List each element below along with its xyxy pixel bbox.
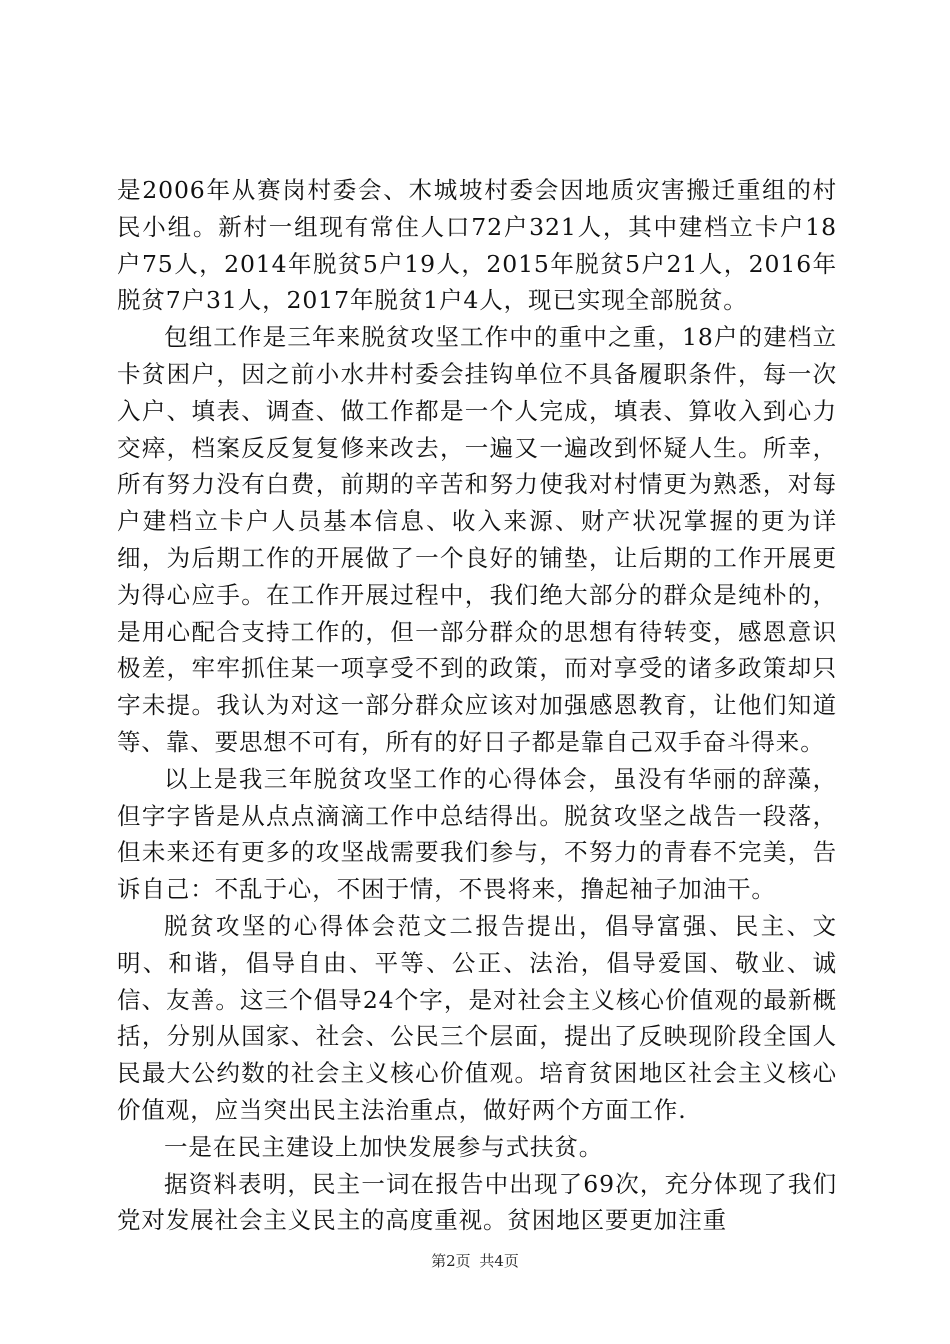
- paragraph-3: 以上是我三年脱贫攻坚工作的心得体会，虽没有华丽的辞藻，但字字皆是从点点滴滴工作中总结得出。脱贫攻坚之战告一段落，但未来还有更多的攻坚战需要我们参与，不努力的青春不完美，告诉自己：不乱于心，不困于情，不畏将来，撸起袖子加油干。: [117, 764, 837, 904]
- page-total: 共4页: [479, 1252, 519, 1270]
- page-number: 第2页: [431, 1252, 471, 1270]
- paragraph-4: 脱贫攻坚的心得体会范文二报告提出，倡导富强、民主、文明、和谐，倡导自由、平等、公正、法治，倡导爱国、敬业、诚信、友善。这三个倡导24个字，是对社会主义核心价值观的最新概括，分别从国家、社会、公民三个层面，提出了反映现阶段全国人民最大公约数的社会主义核心价值观。培育贫困地区社会主义核心价值观，应当突出民主法治重点，做好两个方面工作.: [117, 911, 837, 1124]
- paragraph-2: 包组工作是三年来脱贫攻坚工作中的重中之重，18户的建档立卡贫困户，因之前小水井村委会挂钩单位不具备履职条件，每一次入户、填表、调查、做工作都是一个人完成，填表、算收入到心力交瘁，档案反反复复修来改去，一遍又一遍改到怀疑人生。所幸，所有努力没有白费，前期的辛苦和努力使我对村情更为熟悉，对每户建档立卡户人员基本信息、收入来源、财产状况掌握的更为详细，为后期工作的开展做了一个良好的铺垫，让后期的工作开展更为得心应手。在工作开展过程中，我们绝大部分的群众是纯朴的，是用心配合支持工作的，但一部分群众的思想有待转变，感恩意识极差，牢牢抓住某一项享受不到的政策，而对享受的诸多政策却只字未提。我认为对这一部分群众应该对加强感恩教育，让他们知道等、靠、要思想不可有，所有的好日子都是靠自己双手奋斗得来。: [117, 323, 837, 756]
- paragraph-1: 是2006年从赛岗村委会、木城坡村委会因地质灾害搬迁重组的村民小组。新村一组现有常住人口72户321人，其中建档立卡户18户75人，2014年脱贫5户19人，2015年脱贫5户21人，2016年脱贫7户31人，2017年脱贫1户4人，现已实现全部脱贫。: [117, 176, 837, 315]
- paragraph-5: 一是在民主建设上加快发展参与式扶贫。: [164, 1132, 604, 1161]
- page-footer: [0, 1250, 950, 1271]
- paragraph-6: 据资料表明，民主一词在报告中出现了69次，充分体现了我们党对发展社会主义民主的高度重视。贫困地区要更加注重: [117, 1169, 837, 1235]
- document-body: [117, 172, 837, 1239]
